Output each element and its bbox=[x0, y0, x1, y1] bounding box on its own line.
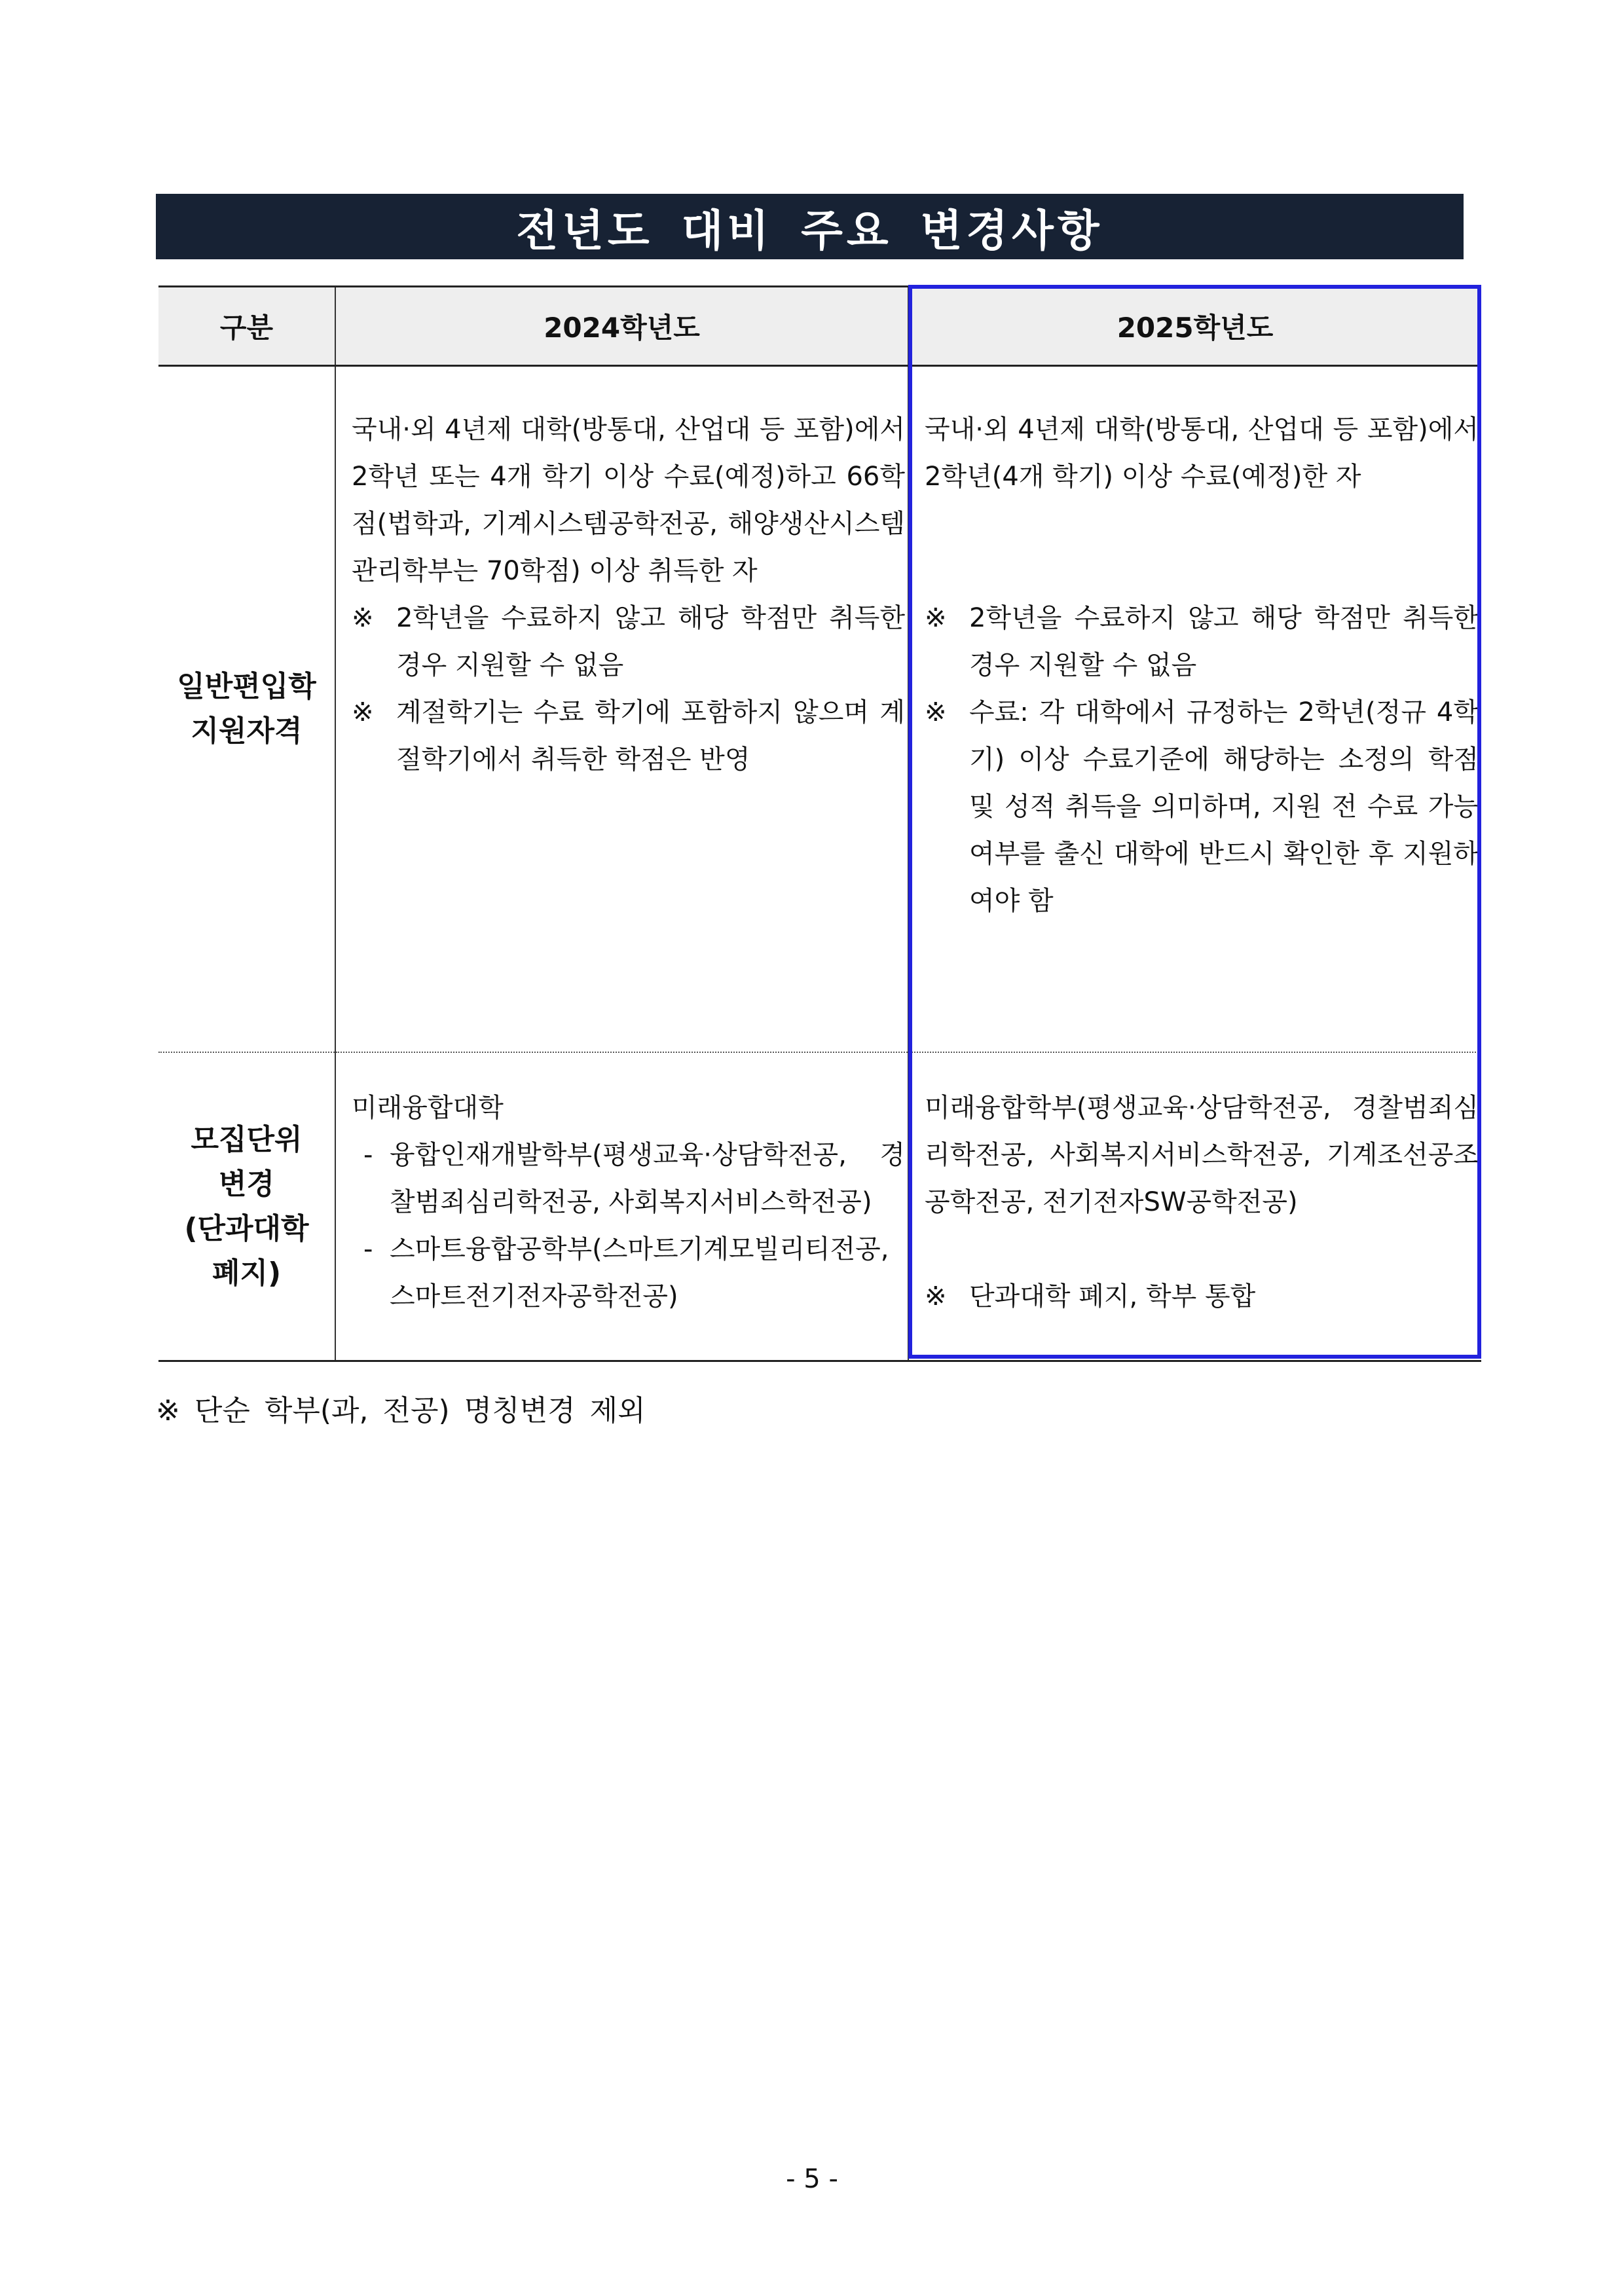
note: ※ 단과대학 폐지, 학부 통합 bbox=[925, 1273, 1479, 1320]
eligibility-2024-main: 국내·외 4년제 대학(방통대, 산업대 등 포함)에서 2학년 또는 4개 학기 이상 수료(예정)하고 66학점(법학과, 기계시스템공학전공, 해양생산시스템관리학부는 70학점) 이상 취득한 자 bbox=[352, 414, 905, 586]
table-row-unit-change bbox=[158, 1052, 1481, 1361]
note: ※ 2학년을 수료하지 않고 해당 학점만 취득한 경우 지원할 수 없음 bbox=[925, 595, 1479, 689]
reference-mark-icon: ※ bbox=[925, 1281, 947, 1312]
changes-table bbox=[158, 285, 1481, 1362]
footnote: ※ 단순 학부(과, 전공) 명칭변경 제외 bbox=[156, 1394, 646, 1427]
note: ※ 2학년을 수료하지 않고 해당 학점만 취득한 경우 지원할 수 없음 bbox=[352, 595, 905, 689]
dash-icon: - bbox=[363, 1234, 373, 1264]
cell-2025-unit-change bbox=[908, 1052, 1481, 1361]
header-2025: 2025학년도 bbox=[908, 287, 1481, 366]
eligibility-2025-main: 국내·외 4년제 대학(방통대, 산업대 등 포함)에서 2학년(4개 학기) 이상 수료(예정)한 자 bbox=[925, 414, 1479, 492]
row-label-eligibility: 일반편입학 지원자격 bbox=[158, 366, 335, 1053]
header-2024: 2024학년도 bbox=[335, 287, 908, 366]
reference-mark-icon: ※ bbox=[925, 603, 947, 633]
table-row-eligibility bbox=[158, 366, 1481, 1053]
page-title: 전년도 대비 주요 변경사항 bbox=[156, 194, 1464, 259]
reference-mark-icon: ※ bbox=[352, 697, 374, 727]
cell-2024-eligibility bbox=[335, 366, 908, 1053]
note: ※ 계절학기는 수료 학기에 포함하지 않으며 계절학기에서 취득한 학점은 반영 bbox=[352, 689, 905, 783]
list-item: - 스마트융합공학부(스마트기계모빌리티전공, 스마트전기전자공학전공) bbox=[352, 1226, 905, 1320]
dash-icon: - bbox=[363, 1140, 373, 1170]
cell-2025-eligibility bbox=[908, 366, 1481, 1053]
table-header-row bbox=[158, 287, 1481, 366]
unit-2025-main: 미래융합학부(평생교육·상담학전공, 경찰범죄심리학전공, 사회복지서비스학전공, 기계조선공조공학전공, 전기전자SW공학전공) bbox=[925, 1093, 1479, 1217]
row-label-unit-change: 모집단위 변경 (단과대학 폐지) bbox=[158, 1052, 335, 1361]
note: ※ 수료: 각 대학에서 규정하는 2학년(정규 4학기) 이상 수료기준에 해당하는 소정의 학점 및 성적 취득을 의미하며, 지원 전 수료 가능 여부를 출신 대학에 반드시 확인한 후 지원하여야 함 bbox=[925, 689, 1479, 925]
reference-mark-icon: ※ bbox=[925, 697, 947, 727]
reference-mark-icon: ※ bbox=[352, 603, 374, 633]
page-number: - 5 - bbox=[786, 2164, 838, 2194]
header-category: 구분 bbox=[158, 287, 335, 366]
college-name-2024: 미래융합대학 bbox=[352, 1093, 504, 1123]
list-item: - 융합인재개발학부(평생교육·상담학전공, 경찰범죄심리학전공, 사회복지서비스학전공) bbox=[352, 1131, 905, 1226]
cell-2024-unit-change bbox=[335, 1052, 908, 1361]
